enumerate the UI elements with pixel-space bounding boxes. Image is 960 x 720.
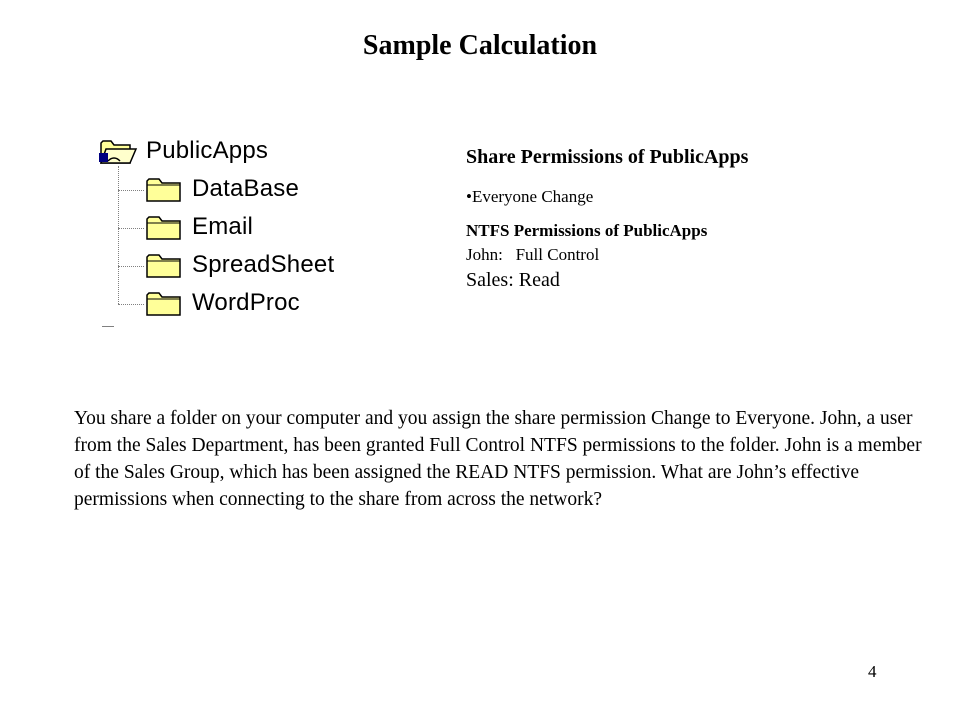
tree-branch-line: [118, 228, 144, 229]
shared-folder-open-icon: [98, 135, 138, 167]
folder-tree: [96, 128, 376, 338]
folder-icon: [144, 173, 184, 205]
folder-icon: [144, 287, 184, 319]
tree-item-wordproc[interactable]: [144, 286, 300, 320]
tree-branch-line: [118, 304, 144, 305]
share-permissions-heading: Share Permissions of PublicApps: [466, 146, 749, 168]
tree-item-label: WordProc: [192, 289, 300, 316]
folder-icon: [144, 249, 184, 281]
ntfs-permission-john: John: Full Control: [466, 245, 600, 264]
tree-item-email[interactable]: [144, 210, 253, 244]
tree-connector-line: [118, 166, 119, 304]
tree-item-spreadsheet[interactable]: [144, 248, 334, 282]
tree-item-publicapps[interactable]: [98, 134, 268, 168]
folder-icon: [144, 211, 184, 243]
ntfs-permission-sales: Sales: Read: [466, 269, 560, 291]
share-permission-entry: •Everyone Change: [466, 187, 594, 206]
question-paragraph: You share a folder on your computer and you assign the share permission Change to Everyone. John, a user from the Sales Department, has been granted Full Control NTFS permissions to the folder. John is a member of the Sales Group, which has been assigned the READ NTFS permission. What are John’s effective permissions when connecting to the share from across the network?: [74, 408, 922, 510]
ntfs-permissions-heading: NTFS Permissions of PublicApps: [466, 221, 708, 240]
slide-title: Sample Calculation: [362, 30, 598, 61]
tree-item-label: DataBase: [192, 175, 299, 202]
tree-item-database[interactable]: [144, 172, 299, 206]
page-number: 4: [868, 662, 877, 681]
permissions-panel: [466, 146, 906, 292]
tree-item-label: SpreadSheet: [192, 251, 335, 278]
tree-item-label: Email: [192, 213, 254, 240]
tree-branch-line: [118, 266, 144, 267]
tree-item-label: PublicApps: [146, 137, 269, 164]
tree-branch-line: [118, 190, 144, 191]
tree-scroll-stub: [102, 326, 114, 327]
